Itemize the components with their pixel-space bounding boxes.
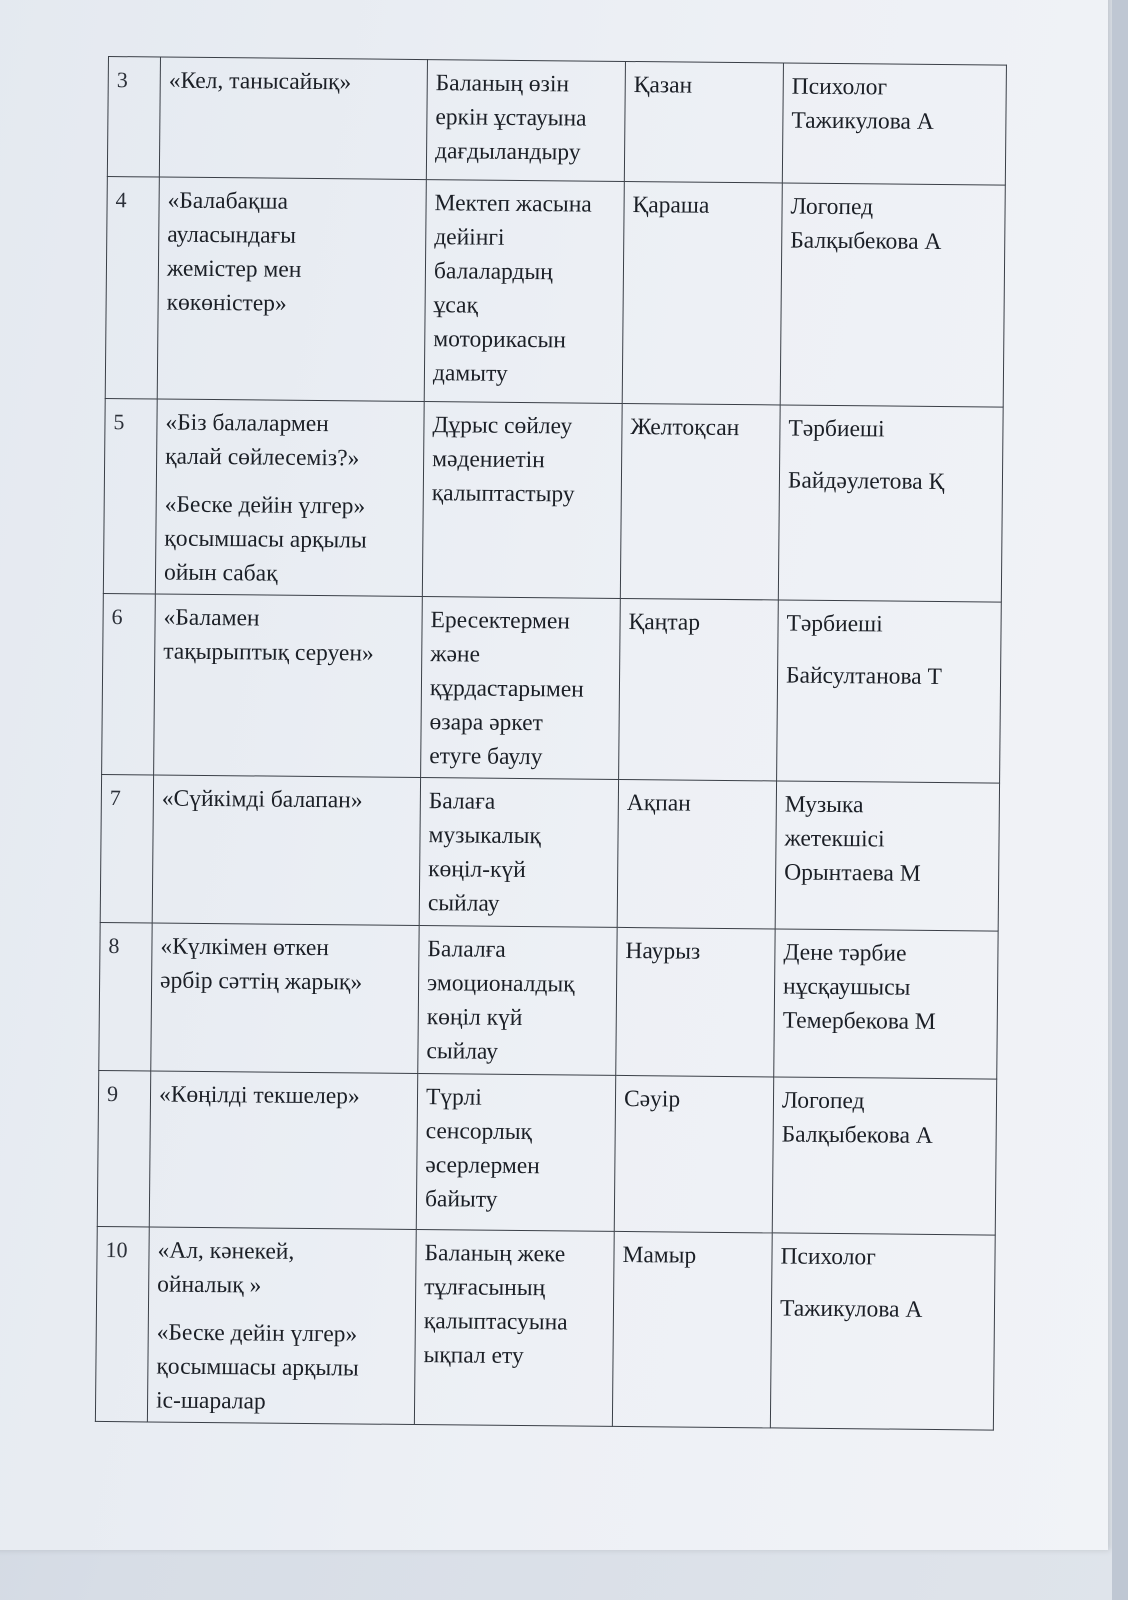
event-month: Қараша — [622, 181, 782, 405]
cell-line: қалыптасуына — [423, 1308, 568, 1336]
cell-line: Дұрыс сөйлеу — [432, 412, 573, 440]
event-goal — [414, 1230, 614, 1427]
cell-line: Балқыбекова А — [790, 227, 942, 256]
cell-line: балалардың — [433, 258, 553, 286]
cell-line: қосымшасы арқылы — [164, 525, 367, 554]
cell-line: Психолог — [780, 1243, 877, 1271]
row-number: 10 — [95, 1226, 149, 1421]
cell-line: көкөністер» — [166, 289, 287, 317]
events-table — [95, 56, 1007, 1431]
cell-line: моторикасын — [433, 326, 567, 354]
cell-line: Тәрбиеші — [786, 610, 883, 638]
table-row — [99, 922, 998, 1079]
cell-line: Темербекова М — [782, 1007, 936, 1035]
event-title — [159, 57, 427, 180]
cell-line: қосымшасы арқылы — [156, 1353, 359, 1382]
cell-line: Тажикулова А — [791, 107, 934, 135]
table-row — [100, 774, 999, 931]
cell-line: әрбір сәттің жарық» — [160, 967, 363, 996]
cell-line: «Ал, кәнекей, — [157, 1237, 295, 1265]
event-month: Сәуір — [614, 1075, 773, 1233]
cell-line: Орынтаева М — [784, 859, 921, 887]
event-month: Наурыз — [616, 927, 775, 1077]
cell-line: нұсқаушысы — [782, 973, 911, 1001]
row-number: 7 — [100, 774, 153, 922]
cell-line: ауласындағы — [167, 221, 297, 249]
cell-line: сенсорлық — [425, 1118, 533, 1146]
cell-line: байыту — [424, 1186, 498, 1213]
cell-line: дейінгі — [434, 224, 505, 251]
cell-line: Тәрбиеші — [788, 415, 885, 443]
cell-line: «Сүйкімді балапан» — [161, 785, 363, 814]
paragraph-gap — [786, 641, 992, 661]
cell-line: жетекшісі — [784, 825, 885, 853]
cell-line: Түрлі — [425, 1084, 482, 1111]
page-edge — [1112, 0, 1128, 1600]
cell-line: Балалға — [427, 936, 506, 963]
paragraph-gap — [780, 1274, 986, 1294]
row-number: 4 — [105, 176, 159, 398]
cell-line: «Беске дейін үлгер» — [156, 1319, 358, 1348]
cell-line: Байдәулетова Қ — [787, 467, 945, 496]
cell-line: жемістер мен — [166, 255, 302, 283]
cell-line: музыкалық — [428, 822, 541, 850]
cell-line: көңіл күй — [426, 1004, 523, 1032]
cell-line: қалай сөйлесеміз?» — [165, 443, 360, 472]
cell-line: ұсақ — [433, 292, 479, 319]
events-table-body — [95, 57, 1006, 1431]
responsible-person — [775, 781, 999, 931]
cell-line: іс-шаралар — [155, 1387, 266, 1415]
table-row — [95, 1226, 995, 1430]
event-month: Мамыр — [612, 1231, 772, 1428]
cell-line: және — [430, 641, 481, 668]
event-goal — [418, 926, 617, 1076]
responsible-person — [778, 405, 1003, 602]
cell-line: мәдениетін — [432, 446, 545, 474]
cell-line: қалыптастыру — [431, 480, 575, 508]
responsible-person — [777, 600, 1002, 783]
cell-line: ықпал ету — [423, 1342, 524, 1370]
row-number: 3 — [107, 57, 160, 177]
responsible-person — [772, 1077, 996, 1235]
responsible-person — [782, 63, 1006, 185]
event-goal — [424, 180, 624, 404]
event-title — [157, 177, 426, 402]
event-goal — [416, 1074, 615, 1232]
table-row — [97, 1070, 996, 1235]
table-row — [102, 593, 1002, 783]
cell-line: Психолог — [791, 73, 888, 101]
responsible-person — [774, 929, 998, 1079]
cell-line: дағдыландыру — [434, 138, 581, 166]
cell-line: Байсултанова Т — [785, 662, 943, 691]
event-goal — [419, 778, 618, 928]
cell-line: «Кел, танысайық» — [168, 67, 352, 96]
row-number: 5 — [103, 398, 157, 593]
cell-line: Тажикулова А — [779, 1295, 923, 1323]
event-title — [154, 594, 423, 778]
cell-line: «Балабақша — [167, 187, 289, 215]
cell-line: өзара әркет — [429, 709, 543, 737]
cell-line: «Беске дейін үлгер» — [164, 491, 366, 520]
cell-line: «Баламен — [163, 604, 260, 632]
cell-line: Музыка — [784, 791, 864, 819]
event-month: Ақпан — [617, 779, 776, 929]
cell-line: Балаға — [428, 788, 496, 815]
cell-line: тақырыптық серуен» — [163, 638, 374, 667]
cell-line: эмоционалдық — [426, 970, 575, 998]
cell-line: Баланың өзін — [435, 70, 570, 98]
table-row — [105, 176, 1005, 407]
event-title — [152, 775, 420, 926]
cell-line: Логопед — [781, 1087, 865, 1115]
cell-line: еркін ұстауына — [435, 104, 587, 132]
cell-line: Ересектермен — [430, 607, 571, 635]
event-title — [149, 1071, 417, 1230]
event-month: Желтоқсан — [620, 403, 780, 600]
responsible-person — [780, 183, 1005, 407]
row-number: 9 — [97, 1070, 150, 1226]
cell-line: етуге баулу — [429, 743, 543, 771]
event-goal — [426, 60, 625, 182]
cell-line: сыйлау — [426, 1038, 499, 1065]
responsible-person — [770, 1233, 995, 1430]
cell-line: Баланың жеке — [424, 1240, 566, 1268]
event-month: Қазан — [624, 61, 783, 183]
cell-line: ойын сабақ — [163, 559, 278, 587]
cell-line: Балқыбекова А — [781, 1121, 933, 1149]
cell-line: әсерлермен — [425, 1152, 540, 1180]
row-number: 6 — [102, 593, 156, 774]
event-goal — [422, 402, 622, 599]
event-title — [147, 1227, 416, 1425]
event-title — [151, 923, 419, 1074]
cell-line: көңіл-күй — [428, 856, 526, 884]
cell-line: дамыту — [432, 360, 508, 387]
cell-line: Логопед — [790, 193, 874, 221]
table-row — [103, 398, 1003, 602]
cell-line: «Біз балалармен — [165, 409, 329, 438]
event-goal — [421, 597, 621, 780]
event-month: Қаңтар — [619, 598, 779, 781]
cell-line: ойналық » — [157, 1271, 262, 1299]
cell-line: «Көңілді текшелер» — [158, 1081, 360, 1110]
table-row — [107, 57, 1006, 186]
row-number: 8 — [99, 922, 152, 1070]
cell-line: құрдастарымен — [429, 675, 584, 703]
cell-line: Дене тәрбие — [783, 939, 907, 967]
cell-line: «Күлкімен өткен — [160, 933, 330, 962]
paragraph-gap — [788, 446, 994, 466]
cell-line: Мектеп жасына — [434, 190, 592, 218]
event-title — [155, 399, 424, 597]
cell-line: сыйлау — [427, 890, 500, 917]
cell-line: тұлғасының — [424, 1274, 546, 1302]
